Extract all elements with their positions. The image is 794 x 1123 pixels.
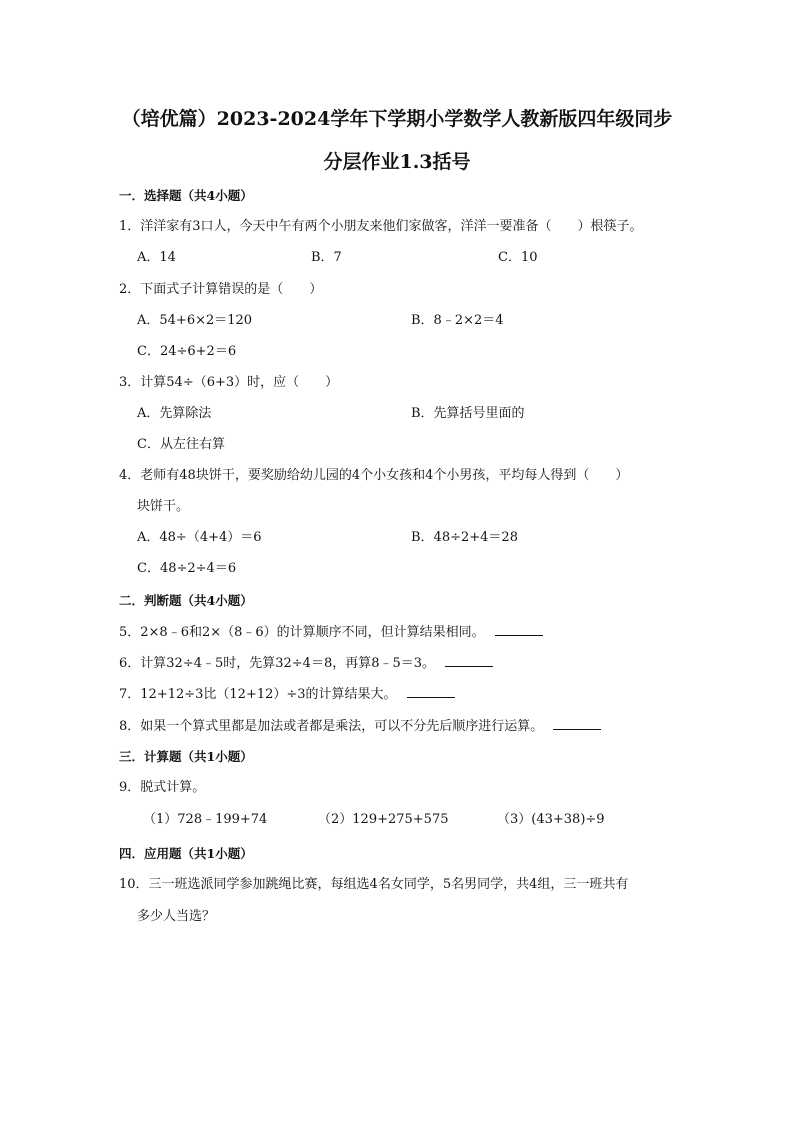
answer-blank[interactable]	[495, 623, 543, 636]
question-8-text: 8．如果一个算式里都是加法或者都是乘法，可以不分先后顺序进行运算。	[119, 719, 544, 734]
question-4-stem-line-2: 块饼干。	[137, 499, 190, 514]
question-3-option-b: B．先算括号里面的	[411, 406, 525, 421]
question-4-stem-line-1: 4．老师有48块饼干，要奖励给幼儿园的4个小女孩和4个小男孩，平均每人得到（ ）	[119, 468, 629, 483]
question-1-option-b: B．7	[311, 250, 342, 265]
question-2-stem: 2．下面式子计算错误的是（ ）	[119, 282, 323, 297]
question-2-option-b: B．8﹣2×2＝4	[411, 313, 504, 328]
question-5-text: 5．2×8﹣6和2×（8﹣6）的计算顺序不同，但计算结果相同。	[119, 625, 485, 640]
question-4-option-c: C．48÷2÷4＝6	[137, 561, 237, 576]
question-2-option-a: A．54+6×2＝120	[137, 313, 253, 328]
section-heading-calculation: 三．计算题（共1小题）	[119, 749, 253, 764]
question-4-option-a: A．48÷（4+4）＝6	[137, 530, 262, 545]
question-9-stem: 9．脱式计算。	[119, 780, 206, 795]
question-3-option-c: C．从左往右算	[137, 437, 225, 452]
section-heading-judgment: 二．判断题（共4小题）	[119, 593, 253, 608]
question-10-line-1: 10．三一班选派同学参加跳绳比赛，每组选4名女同学，5名男同学，共4组，三一班共有	[119, 877, 629, 892]
question-3-option-a: A．先算除法	[137, 406, 212, 421]
question-6-text: 6．计算32÷4﹣5时，先算32÷4＝8，再算8﹣5＝3。	[119, 656, 436, 671]
question-1-stem: 1．洋洋家有3口人，今天中午有两个小朋友来他们家做客，洋洋一要准备（ ）根筷子。	[119, 219, 643, 234]
question-7	[119, 685, 455, 704]
question-7-text: 7．12+12÷3比（12+12）÷3的计算结果大。	[119, 687, 397, 702]
question-6	[119, 654, 493, 673]
question-10-line-2: 多少人当选？	[137, 909, 216, 924]
answer-blank[interactable]	[407, 685, 455, 698]
document-title-line-1: （培优篇）2023-2024学年下学期小学数学人教新版四年级同步	[121, 108, 673, 130]
question-1-option-c: C．10	[498, 250, 538, 265]
document-title-line-2: 分层作业1.3括号	[323, 151, 471, 173]
question-9-part-1: （1）728﹣199+74	[143, 812, 268, 827]
section-heading-choice: 一．选择题（共4小题）	[119, 188, 253, 203]
question-8	[119, 717, 601, 736]
question-5	[119, 623, 543, 642]
question-9-part-2: （2）129+275+575	[318, 812, 449, 827]
answer-blank[interactable]	[445, 654, 493, 667]
question-3-stem: 3．计算54÷（6+3）时，应（ ）	[119, 375, 339, 390]
question-2-option-c: C．24÷6+2＝6	[137, 344, 237, 359]
question-4-option-b: B．48÷2+4＝28	[411, 530, 518, 545]
question-9-part-3: （3）(43+38)÷9	[497, 812, 605, 827]
question-1-option-a: A．14	[137, 250, 176, 265]
section-heading-application: 四．应用题（共1小题）	[119, 846, 253, 861]
answer-blank[interactable]	[553, 717, 601, 730]
